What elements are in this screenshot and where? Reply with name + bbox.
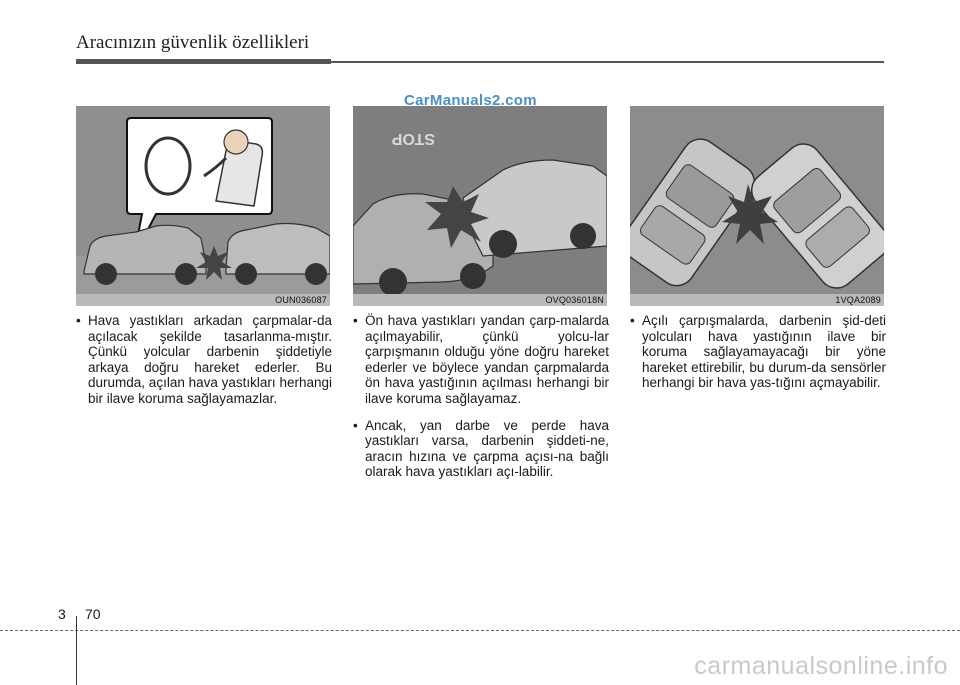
figure-code: OUN036087 [275,295,327,305]
page-header-title: Aracınızın güvenlik özellikleri [76,32,310,53]
figure-code: 1VQA2089 [835,295,881,305]
bullet-paragraph: • Açılı çarpışmalarda, darbenin şid-deti yolcuları hava yastığının ilave bir koruma sağlayamayacağı bir yöne hareket ettirebilir, bu durum-da sensörler herhangi bir hava yas-tığını açmayabilir. [630,313,886,391]
figure-rear-collision [76,106,330,306]
figure-side-collision [353,106,607,306]
page-number: 70 [85,606,101,622]
figure-angled-collision [630,106,884,306]
text-column-3 [630,313,886,402]
chapter-number: 3 [58,606,66,622]
footer-dashed-rule [0,630,960,632]
angled-collision-illustration [630,106,884,306]
figure-code: OVQ036018N [545,295,604,305]
bullet-paragraph: • Hava yastıkları arkadan çarpmalar-da açılacak şekilde tasarlanma-mıştır. Çünkü yolcular darbenin şiddetiyle arkaya doğru hareket ederler. Bu durumda, açılan hava yastıkları herhangi bir ilave koruma sağlayamazlar. [76,313,332,407]
side-collision-illustration [353,106,607,306]
bullet-paragraph: • Ancak, yan darbe ve perde hava yastıkları varsa, darbenin şiddeti-ne, aracın hızına ve çarpma açısı-na bağlı olarak hava yastıkları açı-labilir. [353,418,609,480]
bullet-paragraph: • Ön hava yastıkları yandan çarp-malarda açılmayabilir, çünkü yolcu-lar çarpışmanın olduğu yöne doğru hareket ederler ve böylece yandan çarpmalarda ön hava yastığının açılması herhangi bir ilave koruma sağlayamaz. [353,313,609,407]
text-column-1 [76,313,332,418]
bottom-watermark: carmanualsonline.info [694,652,948,680]
rear-collision-illustration [76,106,330,306]
road-stop-text: STOP [391,130,435,147]
header-rule-thin [331,61,884,63]
footer-divider [76,616,77,685]
text-column-2 [353,313,609,491]
top-watermark: CarManuals2.com [404,92,537,109]
header-rule-thick [76,59,331,64]
